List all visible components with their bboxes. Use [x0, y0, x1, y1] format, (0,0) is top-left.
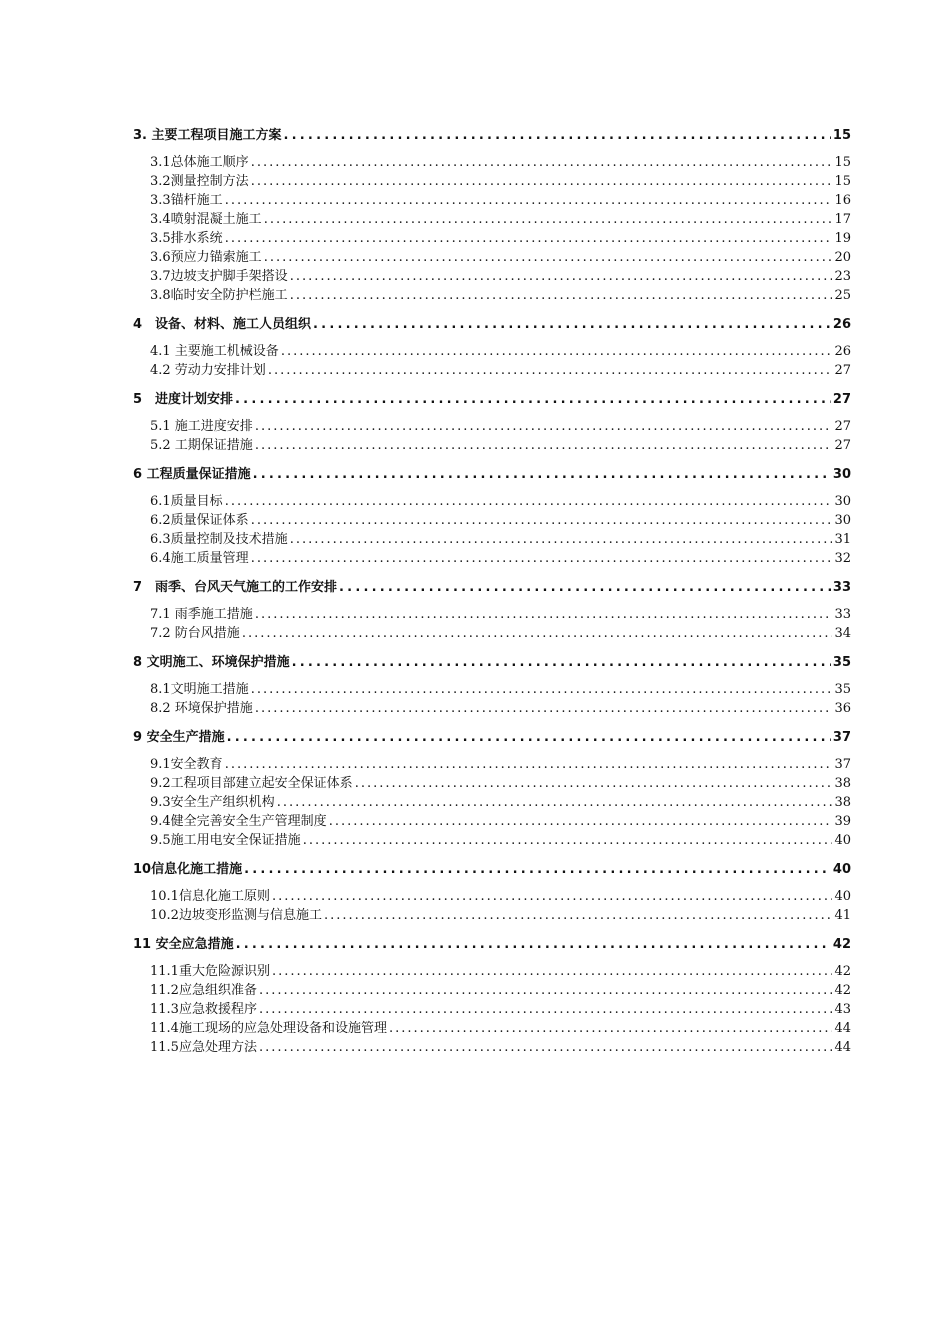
toc-subsection[interactable] [133, 1019, 851, 1038]
toc-subsection-title: 9.5施工用电安全保证措施 [150, 833, 301, 848]
toc-section[interactable] [133, 578, 851, 597]
toc-section[interactable] [133, 315, 851, 334]
toc-section-title: 10信息化施工措施 [133, 862, 243, 877]
toc-section-title: 11 安全应急措施 [133, 937, 234, 952]
dot-leader [251, 153, 833, 172]
page-number: 26 [832, 317, 851, 332]
dot-leader [259, 1038, 833, 1057]
dot-leader [324, 906, 833, 925]
dot-leader [339, 578, 831, 597]
toc-subsection[interactable] [133, 699, 851, 718]
dot-leader [255, 417, 833, 436]
page-number: 37 [832, 730, 851, 745]
toc-subsection-title: 4.2 劳动力安排计划 [150, 363, 266, 378]
toc-subsection-title: 11.2应急组织准备 [150, 983, 257, 998]
toc-subsection-title: 3.4喷射混凝土施工 [150, 212, 262, 227]
dot-leader [268, 361, 833, 380]
toc-subsection-title: 11.4施工现场的应急处理设备和设施管理 [150, 1021, 387, 1036]
toc-subsection-title: 11.3应急救援程序 [150, 1002, 257, 1017]
dot-leader [290, 286, 833, 305]
toc-subsection[interactable] [133, 962, 851, 981]
page-number: 17 [834, 212, 851, 227]
toc-subsection-title: 6.3质量控制及技术措施 [150, 532, 288, 547]
dot-leader [255, 605, 833, 624]
page-number: 42 [832, 937, 851, 952]
page-number: 43 [834, 1002, 851, 1017]
toc-subsection[interactable] [133, 624, 851, 643]
toc-subsection-title: 3.1总体施工顺序 [150, 155, 249, 170]
toc-section-title: 8 文明施工、环境保护措施 [133, 655, 290, 670]
dot-leader [227, 728, 831, 747]
page-number: 25 [834, 288, 851, 303]
page-number: 30 [832, 467, 851, 482]
toc-subsection[interactable] [133, 286, 851, 305]
toc-subsection[interactable] [133, 774, 851, 793]
page-number: 40 [832, 862, 851, 877]
dot-leader [255, 699, 833, 718]
page-number: 31 [834, 532, 851, 547]
toc-subsection-title: 8.1文明施工措施 [150, 682, 249, 697]
toc-section-title: 4 设备、材料、施工人员组织 [133, 317, 312, 332]
page-number: 38 [834, 795, 851, 810]
dot-leader [313, 315, 831, 334]
toc-section-title: 7 雨季、台风天气施工的工作安排 [133, 580, 338, 595]
toc-subsection[interactable] [133, 191, 851, 210]
toc-subsection-title: 3.2测量控制方法 [150, 174, 249, 189]
toc-section[interactable] [133, 465, 851, 484]
toc-subsection[interactable] [133, 1038, 851, 1057]
page-number: 15 [832, 128, 851, 143]
page-number: 27 [832, 392, 851, 407]
toc-subsection[interactable] [133, 342, 851, 361]
dot-leader [272, 887, 833, 906]
toc-subsection-title: 7.1 雨季施工措施 [150, 607, 253, 622]
toc-section[interactable] [133, 653, 851, 672]
page-number: 44 [834, 1040, 851, 1055]
toc-subsection-title: 8.2 环境保护措施 [150, 701, 253, 716]
toc-subsection[interactable] [133, 172, 851, 191]
page-number: 38 [834, 776, 851, 791]
dot-leader [225, 755, 833, 774]
toc-subsection[interactable] [133, 361, 851, 380]
toc-subsection-title: 9.1安全教育 [150, 757, 223, 772]
page-number: 37 [834, 757, 851, 772]
toc-subsection[interactable] [133, 153, 851, 172]
dot-leader [253, 465, 831, 484]
page-number: 30 [834, 494, 851, 509]
dot-leader [255, 436, 833, 455]
toc-section-title: 3. 主要工程项目施工方案 [133, 128, 282, 143]
dot-leader [281, 342, 833, 361]
dot-leader [329, 812, 833, 831]
dot-leader [251, 549, 833, 568]
toc-subsection-title: 6.4施工质量管理 [150, 551, 249, 566]
toc-section[interactable] [133, 126, 851, 145]
toc-subsection[interactable] [133, 267, 851, 286]
toc-subsection[interactable] [133, 981, 851, 1000]
page-number: 33 [832, 580, 851, 595]
toc-subsection-title: 9.2工程项目部建立起安全保证体系 [150, 776, 353, 791]
toc-section[interactable] [133, 935, 851, 954]
toc-subsection-title: 3.5排水系统 [150, 231, 223, 246]
toc-subsection[interactable] [133, 417, 851, 436]
dot-leader [272, 962, 833, 981]
toc-subsection[interactable] [133, 436, 851, 455]
page-number: 36 [834, 701, 851, 716]
dot-leader [259, 1000, 833, 1019]
dot-leader [264, 210, 833, 229]
dot-leader [290, 530, 833, 549]
toc-subsection[interactable] [133, 248, 851, 267]
toc-subsection[interactable] [133, 1000, 851, 1019]
page-number: 20 [834, 250, 851, 265]
page-number: 44 [834, 1021, 851, 1036]
toc-subsection[interactable] [133, 492, 851, 511]
toc-section-title: 9 安全生产措施 [133, 730, 225, 745]
toc-subsection-title: 3.3锚杆施工 [150, 193, 223, 208]
toc-subsection-title: 3.6预应力锚索施工 [150, 250, 262, 265]
dot-leader [235, 390, 831, 409]
dot-leader [244, 860, 831, 879]
toc-subsection-title: 5.2 工期保证措施 [150, 438, 253, 453]
dot-leader [389, 1019, 833, 1038]
page-number: 41 [834, 908, 851, 923]
toc-subsection[interactable] [133, 793, 851, 812]
dot-leader [290, 267, 833, 286]
page-number: 19 [834, 231, 851, 246]
dot-leader [225, 191, 833, 210]
page-number: 23 [834, 269, 851, 284]
toc-subsection[interactable] [133, 906, 851, 925]
toc-section-title: 6 工程质量保证措施 [133, 467, 251, 482]
toc-subsection-title: 9.3安全生产组织机构 [150, 795, 275, 810]
toc-subsection-title: 10.2边坡变形监测与信息施工 [150, 908, 322, 923]
dot-leader [303, 831, 833, 850]
page-number: 27 [834, 438, 851, 453]
dot-leader [264, 248, 833, 267]
page-number: 27 [834, 419, 851, 434]
toc-subsection[interactable] [133, 680, 851, 699]
dot-leader [355, 774, 833, 793]
page-number: 42 [834, 983, 851, 998]
page-number: 40 [834, 889, 851, 904]
page-number: 40 [834, 833, 851, 848]
dot-leader [225, 229, 833, 248]
table-of-contents [133, 126, 851, 1057]
dot-leader [236, 935, 831, 954]
toc-subsection[interactable] [133, 831, 851, 850]
dot-leader [251, 680, 833, 699]
toc-subsection[interactable] [133, 755, 851, 774]
toc-section[interactable] [133, 860, 851, 879]
page-number: 26 [834, 344, 851, 359]
toc-subsection-title: 9.4健全完善安全生产管理制度 [150, 814, 327, 829]
dot-leader [251, 172, 833, 191]
page-number: 35 [834, 682, 851, 697]
page-number: 39 [834, 814, 851, 829]
toc-subsection-title: 3.8临时安全防护栏施工 [150, 288, 288, 303]
toc-subsection-title: 11.5应急处理方法 [150, 1040, 257, 1055]
dot-leader [277, 793, 833, 812]
toc-subsection[interactable] [133, 812, 851, 831]
dot-leader [259, 981, 833, 1000]
page-number: 33 [834, 607, 851, 622]
toc-subsection[interactable] [133, 549, 851, 568]
page-number: 15 [834, 174, 851, 189]
page-number: 15 [834, 155, 851, 170]
page-number: 32 [834, 551, 851, 566]
toc-subsection[interactable] [133, 887, 851, 906]
page-number: 30 [834, 513, 851, 528]
toc-subsection-title: 5.1 施工进度安排 [150, 419, 253, 434]
toc-subsection-title: 4.1 主要施工机械设备 [150, 344, 279, 359]
page-number: 35 [832, 655, 851, 670]
toc-subsection-title: 3.7边坡支护脚手架搭设 [150, 269, 288, 284]
dot-leader [242, 624, 833, 643]
toc-section-title: 5 进度计划安排 [133, 392, 234, 407]
toc-section[interactable] [133, 390, 851, 409]
page-number: 34 [834, 626, 851, 641]
toc-subsection-title: 7.2 防台风措施 [150, 626, 240, 641]
toc-subsection[interactable] [133, 511, 851, 530]
toc-subsection-title: 6.1质量目标 [150, 494, 223, 509]
dot-leader [292, 653, 831, 672]
toc-section[interactable] [133, 728, 851, 747]
page-number: 27 [834, 363, 851, 378]
toc-subsection-title: 11.1重大危险源识别 [150, 964, 270, 979]
dot-leader [284, 126, 831, 145]
toc-subsection[interactable] [133, 210, 851, 229]
toc-subsection[interactable] [133, 605, 851, 624]
dot-leader [225, 492, 833, 511]
toc-subsection[interactable] [133, 229, 851, 248]
toc-subsection-title: 10.1信息化施工原则 [150, 889, 270, 904]
page-number: 42 [834, 964, 851, 979]
dot-leader [251, 511, 833, 530]
page-number: 16 [834, 193, 851, 208]
toc-subsection[interactable] [133, 530, 851, 549]
toc-subsection-title: 6.2质量保证体系 [150, 513, 249, 528]
